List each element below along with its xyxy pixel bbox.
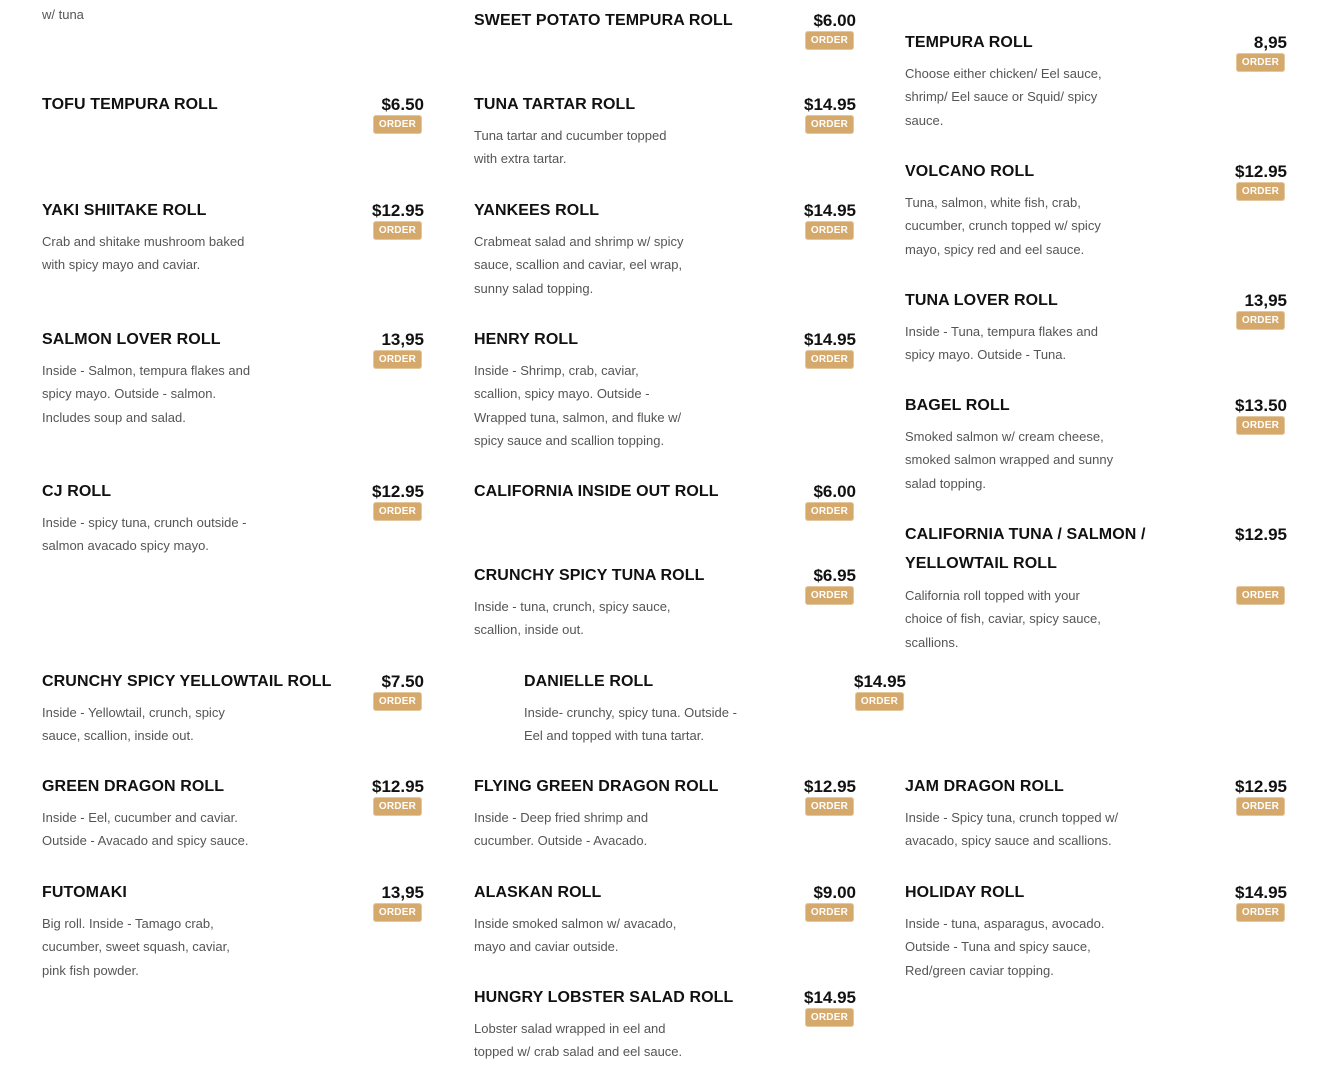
order-button[interactable]: ORDER [805, 350, 854, 369]
order-button[interactable]: ORDER [373, 115, 422, 134]
menu-item [905, 878, 1287, 988]
menu-item-name: CALIFORNIA TUNA / SALMON / YELLOWTAIL ROLL [905, 526, 1146, 572]
menu-item [905, 772, 1287, 852]
menu-item-price: 8,95 [1253, 33, 1287, 52]
menu-item-description: Tuna tartar and cucumber topped with extra tartar. [474, 128, 667, 167]
order-button[interactable]: ORDER [805, 797, 854, 816]
menu-item-price: $12.95 [372, 201, 424, 220]
menu-item-name: TUNA TARTAR ROLL [474, 96, 636, 113]
menu-item-description: Inside - tuna, crunch, spicy sauce, scallion, inside out. [474, 599, 671, 638]
order-button[interactable]: ORDER [1236, 311, 1285, 330]
order-button[interactable]: ORDER [1236, 903, 1285, 922]
menu-item-name: SALMON LOVER ROLL [42, 331, 221, 348]
order-button[interactable]: ORDER [1236, 182, 1285, 201]
menu-item-price: $14.95 [854, 672, 906, 691]
menu-item-description: Inside - Shrimp, crab, caviar, scallion, spicy mayo. Outside - Wrapped tuna, salmon, and fluke w/ spicy sauce and scallion topping. [474, 363, 682, 448]
order-button[interactable]: ORDER [805, 502, 854, 521]
menu-item-price: $14.95 [804, 201, 856, 220]
menu-item-name: CRUNCHY SPICY YELLOWTAIL ROLL [42, 673, 332, 690]
menu-item [42, 90, 424, 150]
menu-item-description: Inside - Spicy tuna, crunch topped w/ avacado, spicy sauce and scallions. [905, 810, 1119, 849]
menu-item [474, 983, 856, 1063]
order-button[interactable]: ORDER [1236, 797, 1285, 816]
menu-item-description: Big roll. Inside - Tamago crab, cucumber, sweet squash, caviar, pink fish powder. [42, 916, 230, 978]
menu-item [42, 878, 424, 988]
menu-item-price: $6.00 [813, 482, 856, 501]
menu-item-description: Inside - Deep fried shrimp and cucumber. Outside - Avacado. [474, 810, 649, 849]
menu-item-name: HOLIDAY ROLL [905, 884, 1025, 901]
menu-item-name: CRUNCHY SPICY TUNA ROLL [474, 567, 705, 584]
menu-item-description: Choose either chicken/ Eel sauce, shrimp/ Eel sauce or Squid/ spicy sauce. [905, 66, 1102, 128]
menu-item-description: Inside - Salmon, tempura flakes and spicy mayo. Outside - salmon. Includes soup and salad. [42, 363, 251, 425]
order-button[interactable]: ORDER [373, 221, 422, 240]
menu-item [474, 561, 856, 641]
menu-item [905, 28, 1287, 138]
menu-item-price: $7.50 [381, 672, 424, 691]
menu-item-name: CJ ROLL [42, 483, 112, 500]
menu-item-price: $6.50 [381, 95, 424, 114]
menu-item-price: 13,95 [1244, 291, 1287, 310]
menu-item-name: HENRY ROLL [474, 331, 579, 348]
menu-item-name: HUNGRY LOBSTER SALAD ROLL [474, 989, 734, 1006]
menu-item-description: Tuna, salmon, white fish, crab, cucumber, crunch topped w/ spicy mayo, spicy red and eel sauce. [905, 195, 1101, 257]
order-button[interactable]: ORDER [805, 31, 854, 50]
menu-item [42, 196, 424, 276]
menu-item-name: VOLCANO ROLL [905, 163, 1035, 180]
order-button[interactable]: ORDER [373, 350, 422, 369]
menu-item-name: SWEET POTATO TEMPURA ROLL [474, 12, 733, 29]
menu-item-price: $14.95 [804, 95, 856, 114]
menu-item-name: DANIELLE ROLL [524, 673, 654, 690]
order-button[interactable]: ORDER [1236, 53, 1285, 72]
menu-item-price: $12.95 [372, 777, 424, 796]
menu-item-name: BAGEL ROLL [905, 397, 1010, 414]
menu-item-price: $6.95 [813, 566, 856, 585]
menu-item-price: 13,95 [381, 883, 424, 902]
menu-item [42, 772, 424, 852]
menu-item-price: $12.95 [1235, 162, 1287, 181]
menu-item-description: Crabmeat salad and shrimp w/ spicy sauce, scallion and caviar, eel wrap, sunny salad topping. [474, 234, 684, 296]
menu-item-description: Lobster salad wrapped in eel and topped w/ crab salad and eel sauce. [474, 1021, 683, 1060]
menu-item [474, 90, 856, 170]
menu-item-name: YANKEES ROLL [474, 202, 600, 219]
order-button[interactable]: ORDER [805, 1008, 854, 1027]
order-button[interactable]: ORDER [373, 903, 422, 922]
menu-item-description: California roll topped with your choice of fish, caviar, spicy sauce, scallions. [905, 588, 1101, 650]
menu-item-description: Smoked salmon w/ cream cheese, smoked salmon wrapped and sunny salad topping. [905, 429, 1114, 491]
menu-item [474, 878, 856, 958]
order-button[interactable]: ORDER [805, 221, 854, 240]
order-button[interactable]: ORDER [1236, 586, 1285, 605]
menu-item-name: JAM DRAGON ROLL [905, 778, 1064, 795]
menu-item-price: $9.00 [813, 883, 856, 902]
menu-item-description: Inside - spicy tuna, crunch outside - salmon avacado spicy mayo. [42, 515, 247, 554]
menu-item [42, 477, 424, 557]
menu-item-description: Inside - Eel, cucumber and caviar. Outside - Avacado and spicy sauce. [42, 810, 249, 849]
order-button[interactable]: ORDER [373, 692, 422, 711]
menu-item-price: $13.50 [1235, 396, 1287, 415]
menu-item [905, 286, 1287, 366]
menu-item [905, 520, 1287, 660]
order-button[interactable]: ORDER [805, 903, 854, 922]
menu-item [42, 667, 424, 747]
menu-item-name: TEMPURA ROLL [905, 34, 1033, 51]
menu-item-description: Inside - tuna, asparagus, avocado. Outside - Tuna and spicy sauce, Red/green caviar topping. [905, 916, 1105, 978]
menu-item [474, 196, 856, 306]
menu-item-name: YAKI SHIITAKE ROLL [42, 202, 207, 219]
menu-item-price: $12.95 [1234, 520, 1287, 549]
menu-item-name: ALASKAN ROLL [474, 884, 602, 901]
menu-item [474, 772, 856, 852]
menu-item-name: GREEN DRAGON ROLL [42, 778, 225, 795]
menu-item-name: TOFU TEMPURA ROLL [42, 96, 218, 113]
menu-item-name: TUNA LOVER ROLL [905, 292, 1058, 309]
order-button[interactable]: ORDER [1236, 416, 1285, 435]
menu-item-price: $14.95 [1235, 883, 1287, 902]
menu-item-price: $12.95 [1235, 777, 1287, 796]
menu-item-name: FUTOMAKI [42, 884, 127, 901]
order-button[interactable]: ORDER [805, 586, 854, 605]
order-button[interactable]: ORDER [855, 692, 904, 711]
order-button[interactable]: ORDER [805, 115, 854, 134]
menu-item [474, 325, 856, 455]
menu-item-name: CALIFORNIA INSIDE OUT ROLL [474, 483, 719, 500]
menu-item-description: Inside- crunchy, spicy tuna. Outside - Eel and topped with tuna tartar. [524, 705, 737, 744]
menu-item-price: $12.95 [372, 482, 424, 501]
menu-item-price: $14.95 [804, 330, 856, 349]
menu-item-description: Crab and shitake mushroom baked with spicy mayo and caviar. [42, 234, 245, 273]
menu-item [905, 391, 1287, 501]
menu-item [474, 6, 856, 66]
menu-item [42, 325, 424, 435]
menu-item [524, 667, 906, 747]
menu-item [905, 157, 1287, 267]
menu-item [474, 477, 856, 537]
menu-item-price: $6.00 [813, 11, 856, 30]
order-button[interactable]: ORDER [373, 797, 422, 816]
menu-item-price: $14.95 [804, 988, 856, 1007]
menu-item-description: Inside smoked salmon w/ avacado, mayo and caviar outside. [474, 916, 677, 955]
menu-item-price: 13,95 [381, 330, 424, 349]
menu-item-desc-partial: w/ tuna [42, 7, 84, 22]
menu-item-name: FLYING GREEN DRAGON ROLL [474, 778, 719, 795]
menu-item-description: Inside - Yellowtail, crunch, spicy sauce, scallion, inside out. [42, 705, 225, 744]
order-button[interactable]: ORDER [373, 502, 422, 521]
menu-item-description: Inside - Tuna, tempura flakes and spicy mayo. Outside - Tuna. [905, 324, 1098, 363]
menu-item-price: $12.95 [804, 777, 856, 796]
